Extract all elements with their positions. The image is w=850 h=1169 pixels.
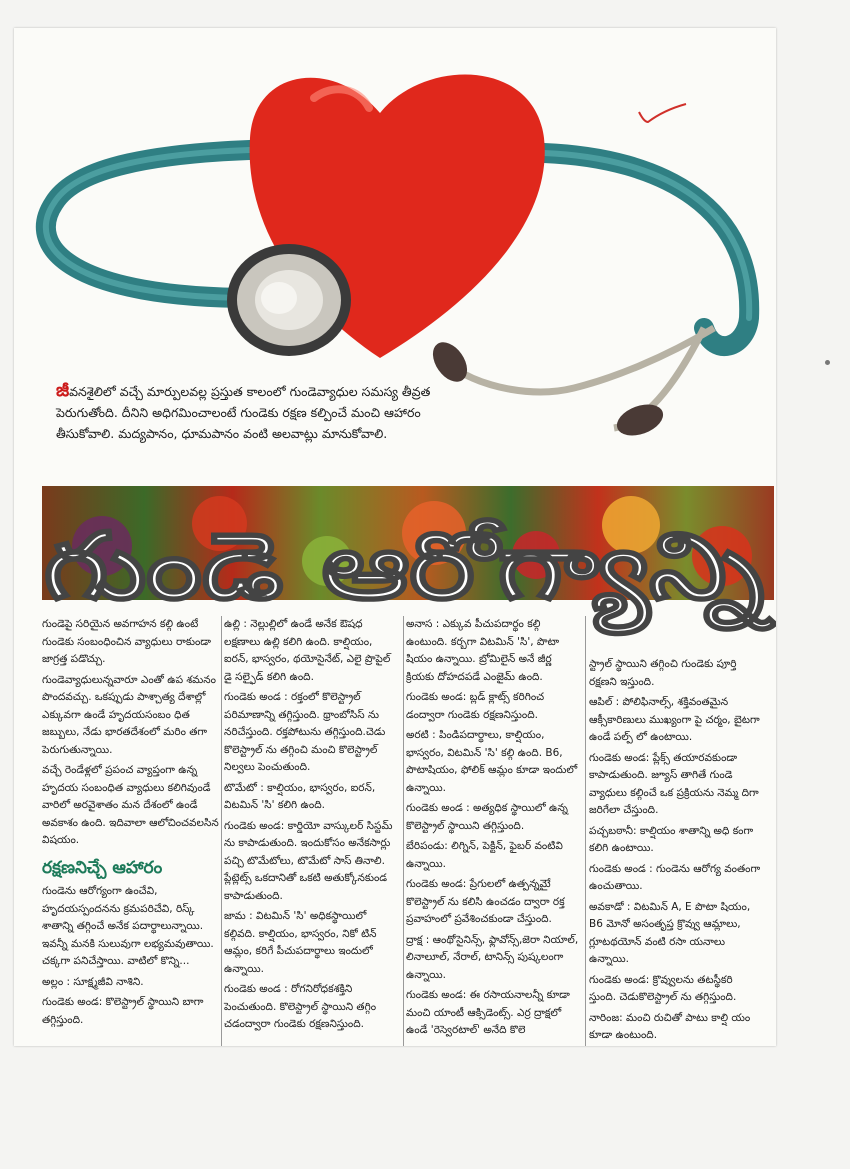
paragraph: గుండెకు అండ: ఈ రసాయనాలన్నీ కూడా మంచి యాంటీ ఆక్సిడెంట్స్. ఎర్ర ద్రాక్షలో ఉండే 'రెస్వెరటాల్' అనేది కొలె <box>406 989 570 1036</box>
scan-speck <box>825 360 830 365</box>
paragraph: స్ట్రాల్ స్థాయిని తగ్గించి గుండెకు పూర్తి రక్షణని ఇస్తుంది. <box>589 658 737 688</box>
paragraph: గుండెవ్యాధులున్నవారూ ఎంతో ఉప శమనం పొందవచ్చు. ఒకప్పుడు పాశ్చాత్య దేశాల్లో ఎక్కువగా ఉండే హృదయసంబం ధిత జబ్బులు, నేడు భారతదేశంలో మరిం తగా పెరుగుతున్నాయి. <box>42 673 216 756</box>
paragraph: పచ్చబఠానీ: కాల్షియం శాతాన్ని అధి కంగా కలిగి ఉంటాయి. <box>589 824 754 854</box>
article-column-1 <box>42 616 220 1032</box>
article-column-3 <box>406 616 582 1043</box>
paragraph: గుండెపై సరియైన అవగాహన కల్గి ఉంటే గుండెకు సంబంధించిన వ్యాధులు రాకుండా జాగ్రత్త పడొచ్చు. <box>42 618 212 665</box>
paragraph: గుండెకు అండ : రక్తంలో కొలెస్ట్రాల్ పరిమాణాన్ని తగ్గిస్తుంది. థ్రాంబోసిస్ ను నరిచేస్తుంది. రక్తపోటును తగ్గిస్తుంది.చెడు కొలెస్ట్రాల్ ను తగ్గించి మంచి కొలెస్ట్రాల్ నిల్వలు పెంచుతుంది. <box>224 691 386 773</box>
pen-tick-mark <box>634 100 694 130</box>
paragraph: గుండెకు అండ : గుండెను ఆరోగ్య వంతంగా ఉంచుతాయి. <box>589 862 761 892</box>
paragraph: అరటి : పిండిపదార్థాలు, కాల్షియం, భాస్వరం, విటమిన్ 'సి' కల్గి ఉంది. B6, పొటాషియం, ఫోలిక్ ఆమ్లం కూడా ఇందులో ఉన్నాయి. <box>406 729 578 794</box>
paragraph: గుండెకు అండ : రోగనిరోధకశక్తిని పెంచుతుంది. కొలెస్ట్రాల్ స్థాయిని తగ్గిం చడంద్వారా గుండెకు రక్షణనిస్తుంది. <box>224 983 377 1030</box>
newspaper-clipping <box>14 28 776 1046</box>
paragraph: ఉల్లి : నెల్లుల్లిలో ఉండే అనేక ఔషధ లక్షణాలు ఉల్లి కలిగి ఉంది. కాల్షియం, ఐరన్, భాస్వరం, థయోసైనేట్, ఎలై ప్రొపైల్ డై సల్ఫైడ్ కలిగి ఉంది. <box>224 618 391 683</box>
intro-paragraph <box>56 380 476 444</box>
paragraph: గుండెకు అండ: ప్లేక్స్ తయారవకుండా కాపాడుతుంది. జ్యూస్ తాగితే గుండె వ్యాధులు కల్గించే ఒక ప్రక్రియను నెమ్మ దిగా జరిగేలా చేస్తుంది. <box>589 751 759 816</box>
intro-text: వనశైలిలో వచ్చే మార్పులవల్ల ప్రస్తుత కాలంలో గుండెవ్యాధుల సమస్య తీవ్రత పెరుగుతోంది. దీనిని అధిగమించాలంటే గుండెకు రక్షణ కల్పించే మంచి ఆహారం తీసుకోవాలి. మద్యపానం, ధూమపానం వంటి అలవాట్లు మానుకోవాలి. <box>56 384 431 441</box>
paragraph: గుండెకు అండ: క్రొవ్వులను తటస్థీకరి స్తుంది. చెడుకొలెస్ట్రాల్ ను తగ్గిస్తుంది. <box>589 973 737 1003</box>
paragraph: టొమేటో : కాల్షియం, భాస్వరం, ఐరన్, విటమిన్ 'సి' కలిగి ఉంది. <box>224 781 376 811</box>
intro-dropcap: జీ <box>56 380 70 401</box>
paragraph: అనాస : ఎక్కువ పీచుపదార్థం కల్గి ఉంటుంది. కర్బగా విటమిన్ 'సి', పొటా షియం ఉన్నాయి. బ్రోమిలైన్ అనే జీర్ణ క్రియకు దోహదపడే ఎంజైమ్ ఉంది. <box>406 618 560 683</box>
paragraph: అల్లం : సూక్ష్మజీవి నాశిని. <box>42 975 144 988</box>
article-column-2 <box>224 616 400 1037</box>
paragraph: ఆపిల్ : పోలిఫినాల్స్, శక్తివంతమైన ఆక్సీకారిణులు ముఖ్యంగా పై చర్మం, బైటగా ఉండే పల్ప్ లో ఉంటాయి. <box>589 696 760 743</box>
paragraph: గుండెను ఆరోగ్యంగా ఉంచేవి, హృదయస్పందనను క్రమపరిచేవి, రిస్క్ శాతాన్ని తగ్గించే అనేక పదార్థాలున్నాయి. ఇవన్నీ మనకి సులువుగా లభ్యమవుతాయి. చక్కగా పనిచేస్తాయి. వాటిలో కొన్ని... <box>42 885 214 967</box>
paragraph: గుండెకు అండ : అత్యధిక స్థాయిలో ఉన్న కొలెస్ట్రాల్ స్థాయిని తగ్గిస్తుంది. <box>406 802 568 832</box>
article-column-4 <box>589 656 761 1046</box>
paragraph: గుండెకు అండ: బ్లడ్ క్లాట్స్ కరిగించ డంద్వారా గుండెకు రక్షణనిస్తుంది. <box>406 691 545 721</box>
paragraph: జామ : విటమిన్ 'సి' అధికస్థాయిలో కల్గివది. కాల్షియం, భాస్వరం, నికో టిన్ ఆమ్లం, కరిగే పీచుపదార్థాలు ఇందులో ఉన్నాయి. <box>224 910 377 975</box>
paragraph: ద్రాక్ష : ఆంథోసైనిన్స్, ఫ్లావోన్స్,జెరా నియాల్, లినాలూల్, నేరాల్, టానిన్స్ పుష్కలంగా ఉన్నాయి. <box>406 933 579 981</box>
paragraph: గుండెకు అండ: కార్డియో వాస్కులర్ సిస్టమ్ ను కాపాడుతుంది. ఇందుకోసం అనేకసార్లు పచ్చి టొమేటోలు, టొమేటో సాస్ తినాలి. ప్లేట్లెట్స్ ఒకదానితో ఒకటి అతుక్కోనకుండ కాపాడుతుంది. <box>224 819 393 902</box>
paragraph: వచ్చే రెండేళ్లలో ప్రపంచ వ్యాప్తంగా ఉన్న హృదయ సంబంధిత వ్యాధులు కలిగివుండే వారిలో అరవైశాతం మన దేశంలో ఉండే అవకాశం ఉంది. ఇదివాలా ఆలోచించవలసిన విషయం. <box>42 764 219 846</box>
section-subhead: రక్షణనిచ్చే ఆహారం <box>42 857 163 878</box>
paragraph: అవకాడో : విటమిన్ A, E పొటా షియం, B6 మోనో అసంతృప్త క్రొవ్వు ఆమ్లాలు, గ్లూటథయోన్ వంటి రసా యనాలు ఉన్నాయి. <box>589 900 751 965</box>
headline-text: గుండె ఆరోగ్యాన్ని <box>44 513 647 620</box>
paragraph: గుండెకు అండ: కొలెస్ట్రాల్ స్థాయిని బాగా తగ్గిస్తుంది. <box>42 996 204 1026</box>
paragraph: నారింజ: మంచి రుచితో పాటు కాల్షి యం కూడా ఉంటుంది. <box>589 1011 751 1041</box>
paragraph: బేరిపండు: లిగ్నిన్, పెక్టిన్, ఫైబర్ వంటివి ఉన్నాయి. <box>406 840 563 870</box>
paragraph: గుండెకు అండ: ప్రేగులలో ఉత్పన్నమైే కొలెస్ట్రాల్ ను కలిసి ఉంచడం ద్వారా రక్త ప్రవాహంలో ప్రవేశించకుండా చేస్తుంది. <box>406 878 565 925</box>
